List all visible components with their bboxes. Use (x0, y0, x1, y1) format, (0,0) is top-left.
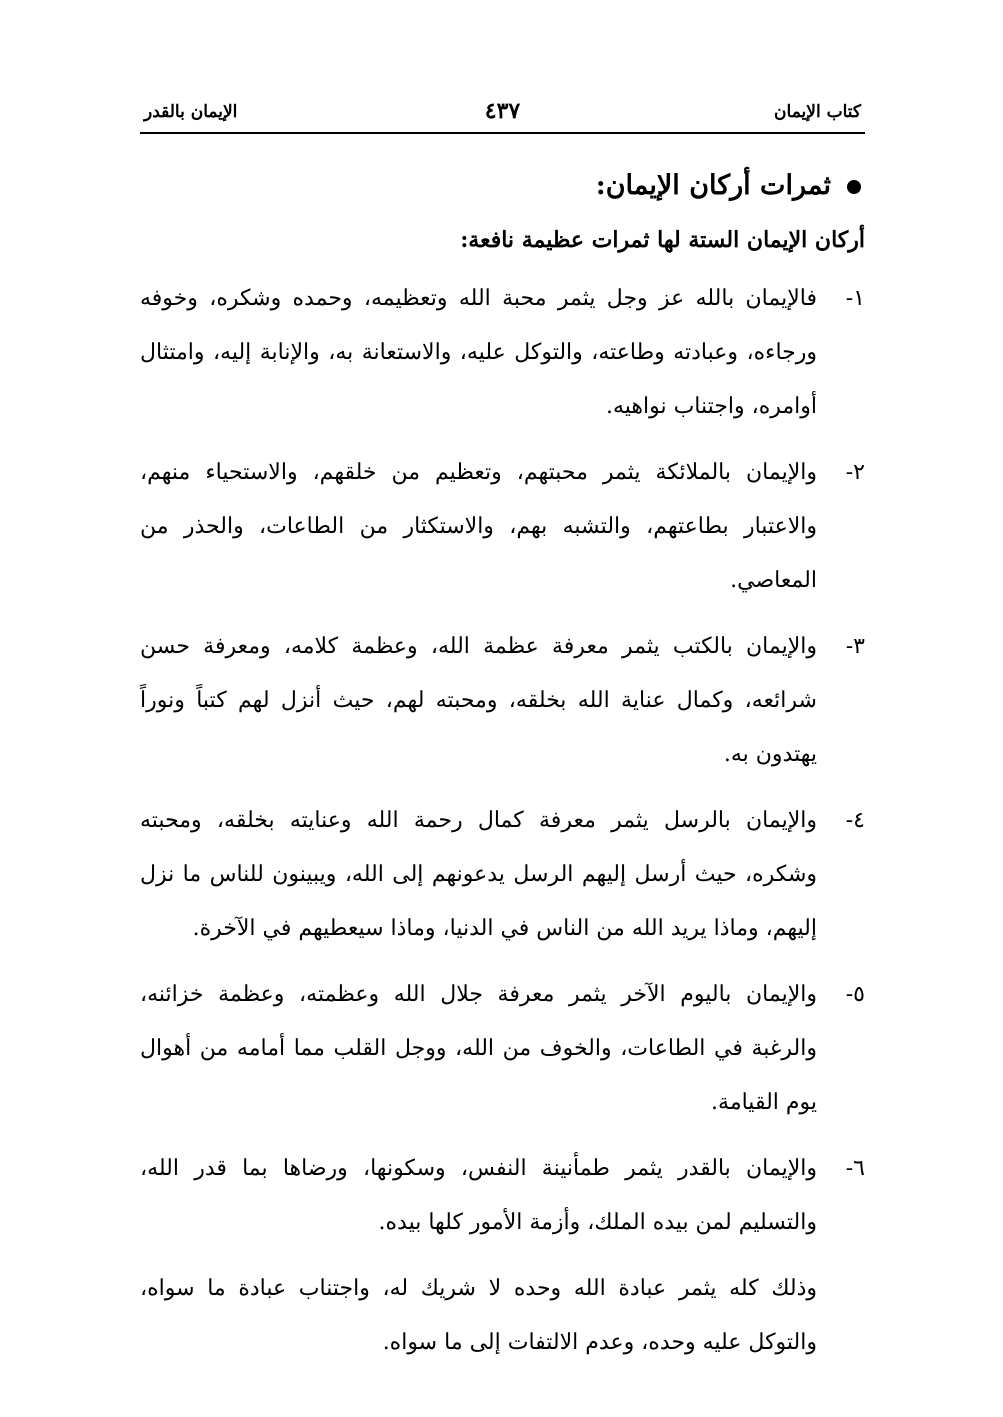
item-number: ٦- (845, 1156, 865, 1181)
item-text: فالإيمان بالله عز وجل يثمر محبة الله وتعظيمه، وحمده وشكره، وخوفه ورجاءه، وعبادته وطاعته، والتوكل عليه، والاستعانة به، والإنابة إليه، وامتثال أوامره، واجتناب نواهيه. (140, 286, 817, 419)
list-item (140, 968, 865, 1130)
list-item (140, 794, 865, 956)
fruits-list (140, 272, 865, 1250)
item-text: والإيمان بالملائكة يثمر محبتهم، وتعظيم من خلقهم، والاستحياء منهم، والاعتبار بطاعتهم، والتشبه بهم، والاستكثار من الطاعات، والحذر من المعاصي. (140, 460, 817, 593)
item-text: والإيمان بالكتب يثمر معرفة عظمة الله، وعظمة كلامه، ومعرفة حسن شرائعه، وكمال عناية الله بخلقه، ومحبته لهم، حيث أنزل لهم كتباً ونوراً يهتدون به. (140, 634, 817, 767)
running-header (140, 98, 865, 134)
item-number: ٢- (845, 460, 865, 485)
item-number: ١- (845, 286, 865, 311)
item-number: ٣- (845, 634, 865, 659)
section-intro: أركان الإيمان الستة لها ثمرات عظيمة نافعة: (460, 227, 865, 253)
chapter-title: الإيمان بالقدر (144, 102, 238, 122)
item-text: والإيمان بالرسل يثمر معرفة كمال رحمة الله وعنايته بخلقه، ومحبته وشكره، حيث أرسل إليهم الرسل يدعونهم إلى الله، ويبينون للناس ما نزل إليهم، وماذا يريد الله من الناس في الدنيا، وماذا سيعطيهم في الآخرة. (140, 808, 817, 941)
section-heading (140, 158, 865, 214)
bullet-icon (847, 180, 861, 194)
page-number: ٤٣٧ (484, 98, 521, 124)
list-item (140, 1142, 865, 1250)
list-item (140, 620, 865, 782)
list-item (140, 446, 865, 608)
section-heading-text: ثمرات أركان الإيمان: (595, 170, 831, 201)
item-text: والإيمان باليوم الآخر يثمر معرفة جلال الله وعظمته، وعظمة خزائنه، والرغبة في الطاعات، والخوف من الله، ووجل القلب مما أمامه من أهوال يوم القيامة. (140, 982, 817, 1115)
book-title: كتاب الإيمان (774, 102, 861, 122)
conclusion-paragraph: وذلك كله يثمر عبادة الله وحده لا شريك له، واجتناب عبادة ما سواه، والتوكل عليه وحده، وعدم الالتفات إلى ما سواه. (140, 1276, 817, 1355)
item-text: والإيمان بالقدر يثمر طمأنينة النفس، وسكونها، ورضاها بما قدر الله، والتسليم لمن بيده الملك، وأزمة الأمور كلها بيده. (140, 1156, 817, 1235)
page-body (140, 158, 865, 1370)
list-item (140, 272, 865, 434)
item-number: ٤- (845, 808, 865, 833)
item-number: ٥- (845, 982, 865, 1007)
